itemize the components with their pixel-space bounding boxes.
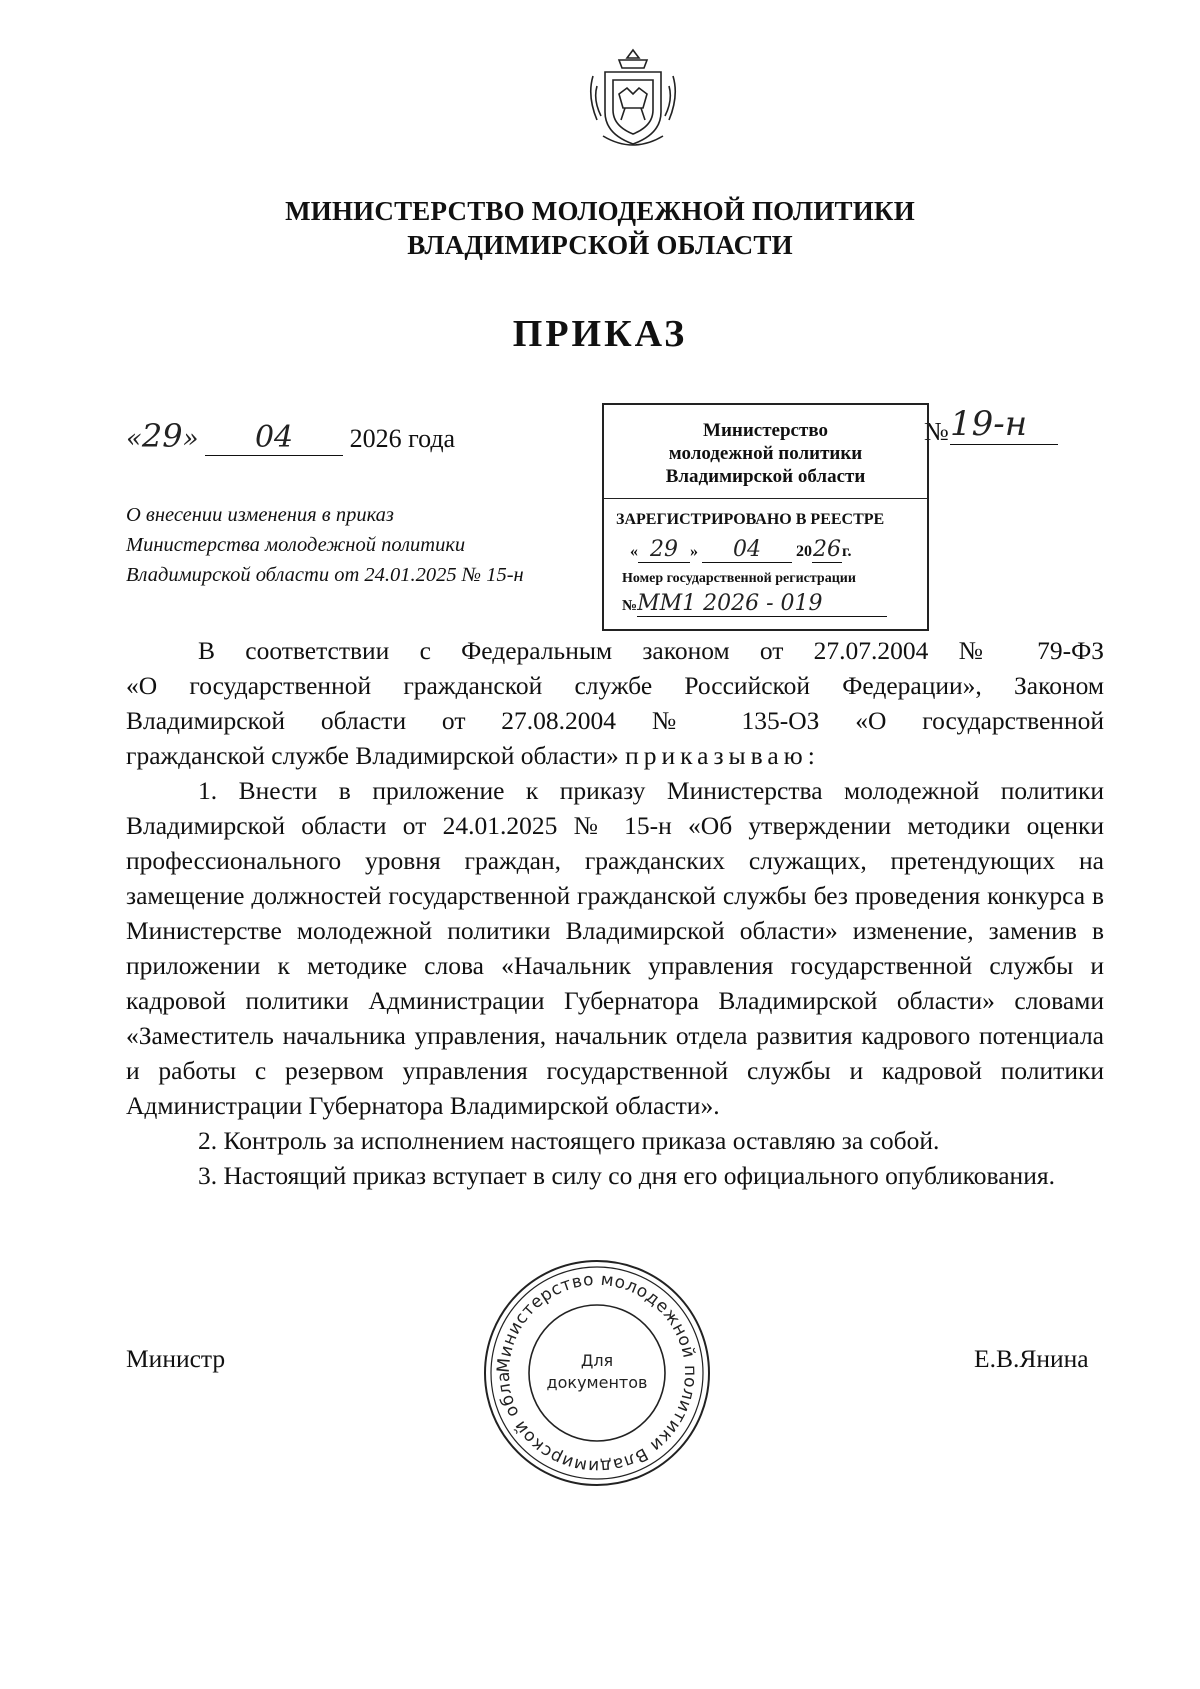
- seal-center-line2: документов: [546, 1373, 648, 1392]
- stamp-year-suffix: г.: [842, 543, 852, 560]
- order-item-1: 1. Внести в приложение к приказу Министерства молодежной политики Владимирской области от 24.01.2025 № 15-н «Об утверждении методики оценки профессионального уровня граждан, гражданских служащих, претендующих на замещение должностей государственной гражданской службы без проведения конкурса в Министерстве молодежной политики Владимирской области» изменение, заменив в приложении к методике слова «Начальник управления государственной службы и кадровой политики Администрации Губернатора Владимирской области» словами «Заместитель начальника управления, начальник отдела развития кадрового потенциала и работы с резервом управления государственной службы и кадровой политики Администрации Губернатора Владимирской области».: [126, 776, 1104, 1120]
- ministry-name-line2: ВЛАДИМИРСКОЙ ОБЛАСТИ: [407, 230, 793, 260]
- order-item-3: 3. Настоящий приказ вступает в силу со дня его официального опубликования.: [198, 1161, 1055, 1190]
- stamp-number: [604, 587, 927, 617]
- coat-of-arms-emblem: [583, 46, 683, 152]
- date-open-quote: «: [126, 424, 142, 454]
- date-day: 29: [141, 417, 183, 455]
- stamp-org-line3: Владимирской области: [665, 466, 866, 487]
- stamp-date-month: 04: [702, 537, 792, 563]
- order-verb: приказываю:: [625, 741, 820, 770]
- official-seal: [482, 1258, 712, 1488]
- seal-ring-text: Министерство молодежной политики Владимирской обла: [493, 1269, 701, 1477]
- date-close-quote: »: [182, 424, 199, 454]
- intro-line3: Владимирской области от 27.08.2004 № 135-ОЗ «О государственной: [126, 706, 1104, 735]
- document-type-title: ПРИКАЗ: [512, 313, 688, 355]
- stamp-year-hand: 26: [813, 537, 841, 562]
- registration-stamp: [602, 403, 929, 631]
- stamp-year-prefix: 20: [796, 543, 812, 560]
- intro-line2: «О государственной гражданской службе Российской Федерации», Законом: [126, 671, 1104, 700]
- subject-line1: О внесении изменения в приказ: [126, 504, 394, 526]
- order-item-2: 2. Контроль за исполнением настоящего приказа оставляю за собой.: [198, 1126, 940, 1155]
- stamp-date: [604, 529, 927, 563]
- stamp-org-line1: Министерство: [703, 420, 828, 441]
- stamp-date-close: »: [690, 543, 698, 560]
- intro-line4-start: гражданской службе Владимирской области»: [126, 741, 619, 770]
- stamp-organization: [604, 405, 927, 488]
- order-number-label: №: [924, 417, 949, 446]
- subject-line2: Министерства молодежной политики: [126, 534, 466, 556]
- stamp-number-value: ММ1 2026 - 019: [637, 591, 887, 617]
- intro-line1: В соответствии с Федеральным законом от 27.07.2004 № 79-ФЗ: [198, 636, 1104, 665]
- stamp-number-label: Номер государственной регистрации: [622, 571, 856, 586]
- stamp-registered-label: ЗАРЕГИСТРИРОВАНО В РЕЕСТРЕ: [616, 511, 885, 528]
- signer-position: Министр: [126, 1344, 226, 1373]
- stamp-date-day: 29: [638, 537, 690, 563]
- stamp-number-prefix: №: [622, 598, 638, 614]
- stamp-org-line2: молодежной политики: [668, 443, 863, 464]
- stamp-date-open: «: [630, 543, 638, 560]
- intro-line4: [126, 738, 1104, 773]
- seal-center-line1: Для: [580, 1351, 614, 1370]
- date-month: 04: [205, 420, 343, 456]
- ministry-name-line1: МИНИСТЕРСТВО МОЛОДЕЖНОЙ ПОЛИТИКИ: [285, 196, 915, 226]
- subject-line3: Владимирской области от 24.01.2025 № 15-н: [126, 564, 524, 586]
- signer-name: Е.В.Янина: [974, 1344, 1089, 1373]
- order-body: [126, 633, 1104, 1193]
- date-year: 2026 года: [349, 424, 456, 453]
- order-subject: [126, 500, 524, 590]
- order-date: [126, 417, 455, 456]
- order-number-value: 19-н: [950, 404, 1058, 445]
